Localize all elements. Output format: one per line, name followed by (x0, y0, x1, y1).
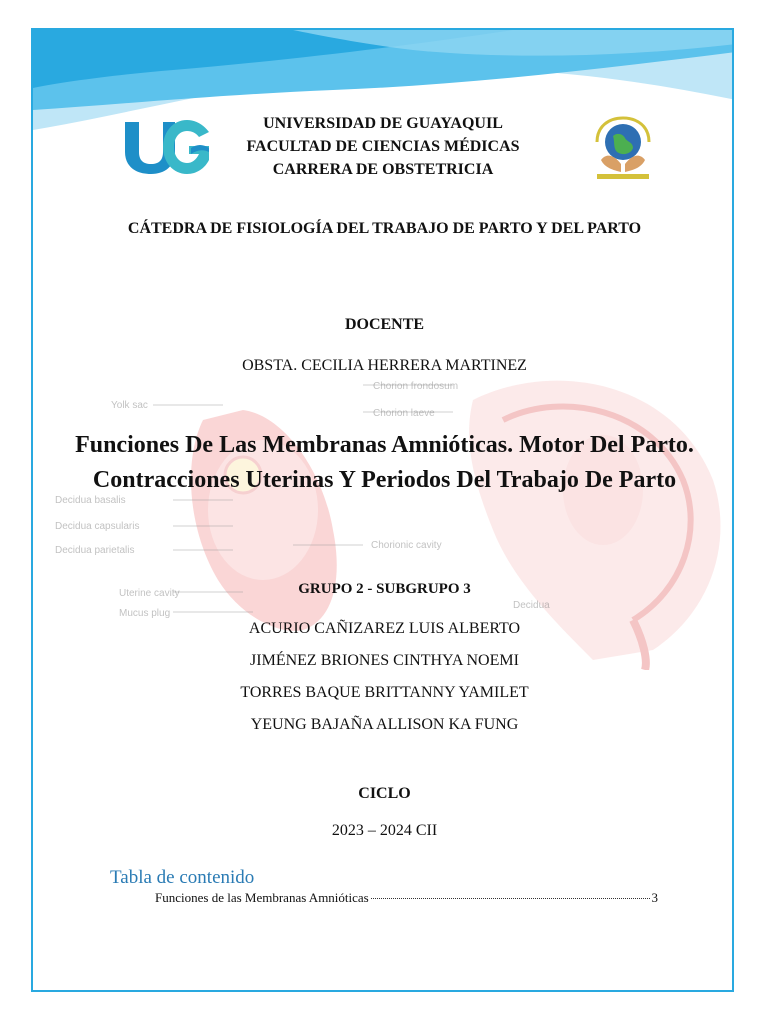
label-decidua-basalis: Decidua basalis (55, 495, 126, 506)
label-decidua-parietalis: Decidua parietalis (55, 545, 135, 556)
obstetrics-school-seal (587, 112, 659, 184)
document-title: Funciones De Las Membranas Amnióticas. Motor Del Parto. Contracciones Uterinas Y Periodos Del Trabajo De Parto (75, 432, 694, 493)
institution-header (193, 112, 573, 181)
label-mucus-plug: Mucus plug (119, 608, 171, 619)
label-decidua-capsularis: Decidua capsularis (55, 521, 140, 532)
toc-entry-page: 3 (651, 890, 658, 905)
group-member: JIMÉNEZ BRIONES CINTHYA NOEMI (250, 652, 519, 669)
career-name: CARRERA DE OBSTETRICIA (272, 161, 494, 178)
ciclo-value: 2023 – 2024 CII (331, 822, 438, 839)
university-name: UNIVERSIDAD DE GUAYAQUIL (263, 115, 503, 132)
label-yolk-sac: Yolk sac (111, 400, 148, 411)
group-member: TORRES BAQUE BRITTANNY YAMILET (240, 684, 529, 701)
label-decidua: Decidua (513, 600, 550, 611)
toc-leader-dots (371, 898, 650, 899)
toc-title: Tabla de contenido (110, 867, 255, 888)
faculty-name: FACULTAD DE CIENCIAS MÉDICAS (246, 138, 520, 155)
catedra-heading: CÁTEDRA DE FISIOLOGÍA DEL TRABAJO DE PARTO Y DEL PARTO (127, 220, 642, 237)
group-member: YEUNG BAJAÑA ALLISON KA FUNG (250, 716, 519, 733)
toc-entry-label: Funciones de las Membranas Amnióticas (155, 890, 369, 905)
toc-entry[interactable] (155, 890, 658, 906)
label-chorion-laeve: Chorion laeve (373, 408, 435, 419)
docente-name: OBSTA. CECILIA HERRERA MARTINEZ (242, 357, 527, 374)
label-uterine-cavity: Uterine cavity (119, 588, 180, 599)
label-chorionic-cavity: Chorionic cavity (371, 540, 442, 551)
group-member: ACURIO CAÑIZAREZ LUIS ALBERTO (248, 620, 521, 637)
label-chorion-frondosum: Chorion frondosum (373, 381, 459, 392)
ciclo-heading: CICLO (358, 785, 411, 802)
docente-heading: DOCENTE (344, 316, 425, 333)
group-heading: GRUPO 2 - SUBGRUPO 3 (298, 581, 471, 597)
document-page (31, 28, 734, 992)
